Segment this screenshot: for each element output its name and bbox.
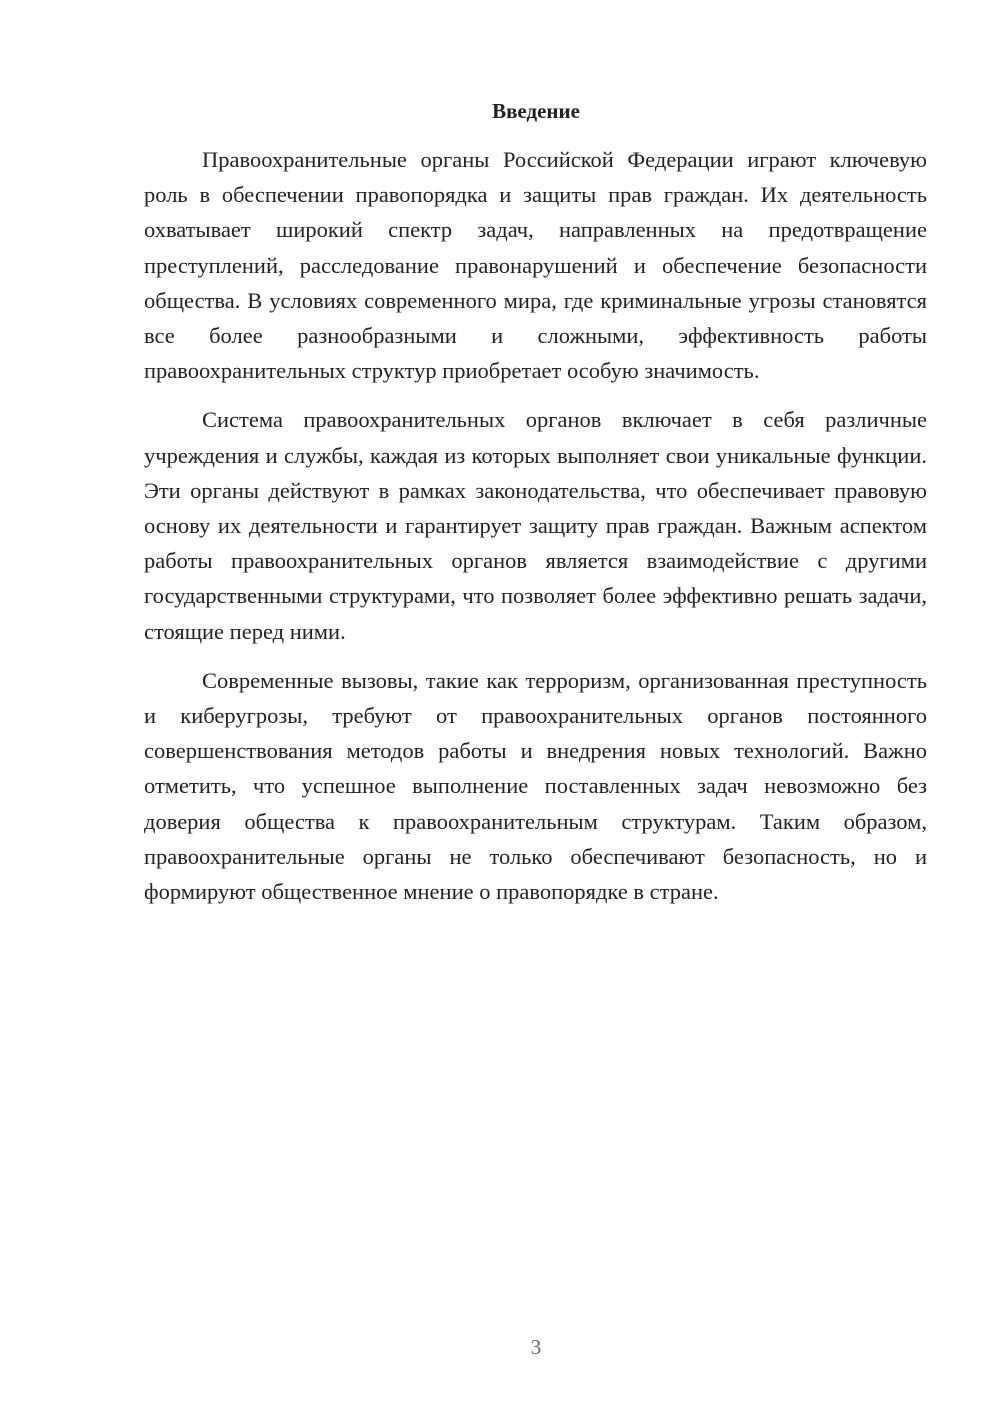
page-title: Введение [492,99,580,123]
paragraph-2: Система правоохранительных органов включает в себя различные учреждения и службы, каждая из которых выполняет свои уникальные функции. Эти органы действуют в рамках законодательства, что обеспечивает правовую основу их деятельности и гарантирует защиту прав граждан. Важным аспектом работы правоохранительных органов является взаимодействие с другими государственными структурами, что позволяет более эффективно решать задачи, стоящие перед ними. [144,407,927,644]
paragraph-3: Современные вызовы, такие как терроризм, организованная преступность и киберугрозы, требуют от правоохранительных органов постоянного совершенствования методов работы и внедрения новых технологий. Важно отметить, что успешное выполнение поставленных задач невозможно без доверия общества к правоохранительным структурам. Таким образом, правоохранительные органы не только обеспечивают безопасность, но и формируют общественное мнение о правопорядке в стране. [144,667,927,905]
document-body [144,142,927,923]
paragraph-1: Правоохранительные органы Российской Федерации играют ключевую роль в обеспечении правопорядка и защиты прав граждан. Их деятельность охватывает широкий спектр задач, направленных на предотвращение преступлений, расследование правонарушений и обеспечение безопасности общества. В условиях современного мира, где криминальные угрозы становятся все более разнообразными и сложными, эффективность работы правоохранительных структур приобретает особую значимость. [144,147,927,384]
page-number: 3 [530,1335,542,1359]
